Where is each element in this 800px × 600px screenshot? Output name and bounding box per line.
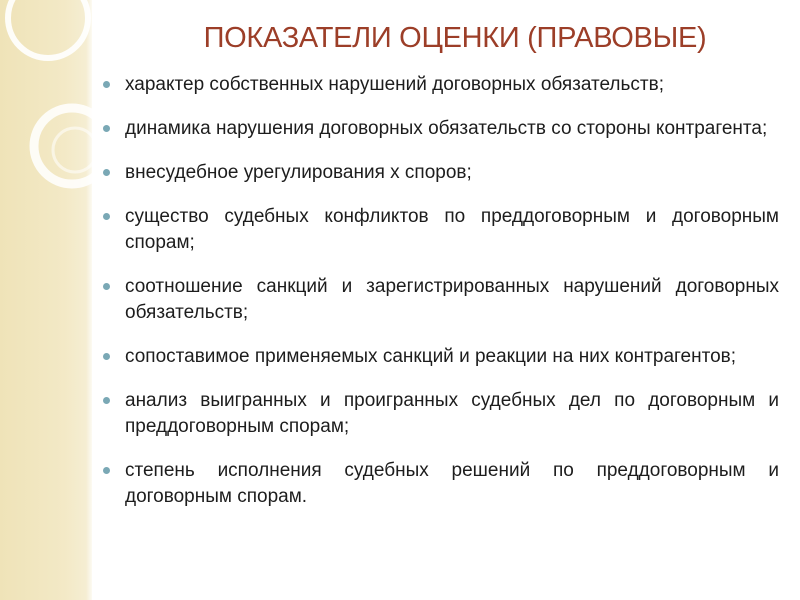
list-item-text: характер собственных нарушений договорных обязательств;: [125, 74, 664, 95]
list-item: [103, 344, 779, 370]
list-item-text: анализ выигранных и проигранных судебных дел по договорным и преддоговорным спорам;: [125, 390, 779, 437]
list-item: [103, 160, 779, 186]
list-item: [103, 388, 779, 440]
dot-bullet-icon: [103, 169, 110, 176]
dot-bullet-icon: [103, 353, 110, 360]
list-item: [103, 274, 779, 326]
slide-title: ПОКАЗАТЕЛИ ОЦЕНКИ (ПРАВОВЫЕ): [203, 22, 707, 54]
bullet-list: [103, 72, 779, 528]
list-item: [103, 458, 779, 510]
list-item-text: существо судебных конфликтов по преддоговорным и договорным спорам;: [125, 206, 779, 253]
dot-bullet-icon: [103, 125, 110, 132]
list-item-text: степень исполнения судебных решений по преддоговорным и договорным спорам.: [125, 460, 779, 507]
dot-bullet-icon: [103, 81, 110, 88]
list-item: [103, 72, 779, 98]
dot-bullet-icon: [103, 397, 110, 404]
list-item-text: сопоставимое применяемых санкций и реакции на них контрагентов;: [125, 346, 737, 367]
list-item-text: внесудебное урегулирования х споров;: [125, 162, 472, 183]
list-item-text: динамика нарушения договорных обязательств со стороны контрагента;: [125, 118, 768, 139]
list-item: [103, 204, 779, 256]
dot-bullet-icon: [103, 213, 110, 220]
decorative-sidebar: [0, 0, 92, 600]
dot-bullet-icon: [103, 467, 110, 474]
list-item-text: соотношение санкций и зарегистрированных нарушений договорных обязательств;: [125, 276, 779, 323]
list-item: [103, 116, 779, 142]
dot-bullet-icon: [103, 283, 110, 290]
